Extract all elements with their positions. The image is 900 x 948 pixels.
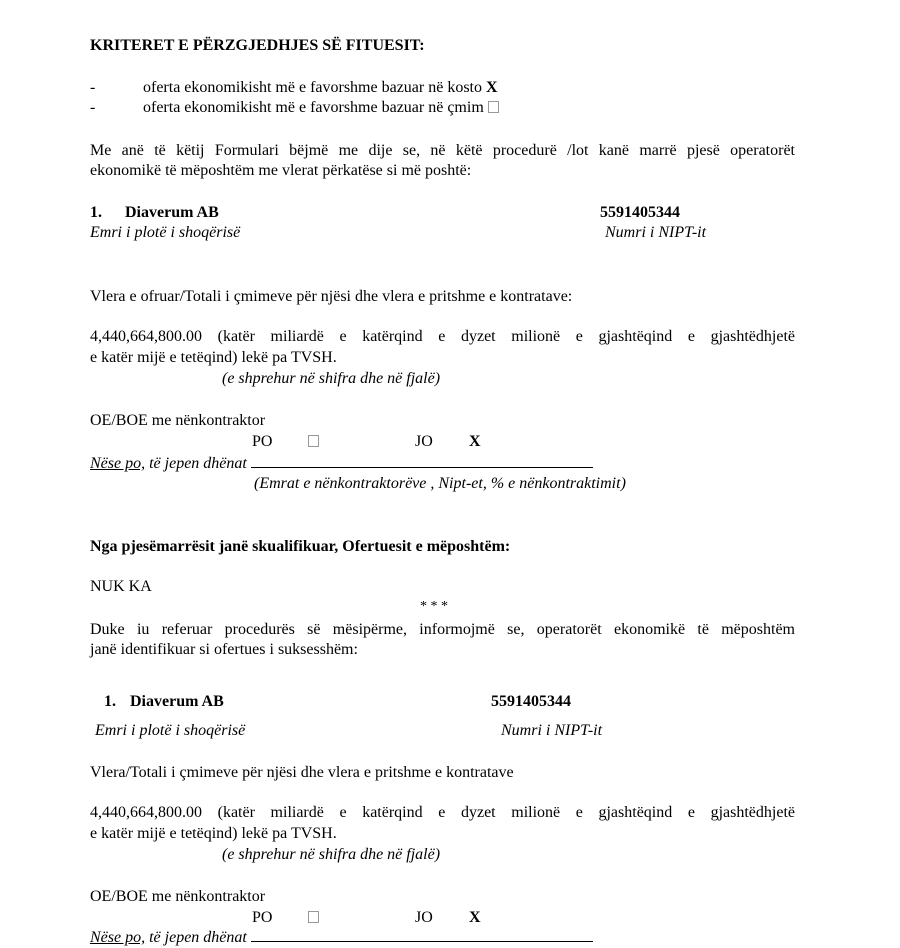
participant-subcontractor-label: OE/BOE me nënkontraktor — [90, 412, 266, 429]
participant-value-line: 4,440,664,800.00 (katër miliardë e katërqind e dyzet milionë e gjashtëqind e gjashtëdhjetë — [90, 328, 795, 345]
participant-po-box — [308, 432, 319, 452]
bullet-dash: - — [90, 99, 96, 116]
fill-in-line — [251, 453, 593, 468]
bullet-dash: - — [90, 79, 96, 96]
participant-value-line: e katër mijë e tetëqind) lekë pa TVSH. — [90, 349, 337, 366]
participant-value-note: (e shprehur në shifra dhe në fjalë) — [222, 370, 441, 387]
winner-intro-line: Duke iu referuar procedurës së mësipërme, informojmë se, operatorët ekonomikë të mëposhtëm — [90, 621, 795, 638]
winner-value-note: (e shprehur në shifra dhe në fjalë) — [222, 846, 441, 863]
criterion-cost-label: oferta ekonomikisht më e favorshme bazuar në kosto — [143, 79, 482, 96]
winner-name: Diaverum AB — [130, 693, 224, 710]
separator-asterisks: * * * — [420, 599, 448, 614]
winner-jo-mark: X — [469, 909, 481, 926]
winner-jo-label: JO — [415, 909, 433, 926]
participant-po-label: PO — [252, 433, 273, 450]
if-yes-rest: të jepen dhënat — [145, 455, 247, 472]
participant-name: Diaverum AB — [125, 204, 219, 221]
criterion-cost — [143, 78, 498, 98]
winner-name-label: Emri i plotë i shoqërisë — [95, 722, 246, 739]
if-yes-rest: të jepen dhënat — [145, 929, 247, 946]
participant-number: 1. — [90, 204, 102, 221]
criterion-price-label: oferta ekonomikisht më e favorshme bazuar në çmim — [143, 99, 484, 116]
winner-po-box — [308, 908, 319, 928]
participant-subcontractor-note: (Emrat e nënkontraktorëve , Nipt-et, % e nënkontraktimit) — [254, 475, 626, 492]
fill-in-line — [251, 927, 593, 942]
winner-value-line: 4,440,664,800.00 (katër miliardë e katërqind e dyzet milionë e gjashtëqind e gjashtëdhjetë — [90, 804, 795, 821]
participant-if-yes — [90, 453, 593, 474]
unchecked-box-icon — [308, 435, 319, 447]
winner-intro-line: janë identifikuar si ofertues i suksesshëm: — [90, 641, 358, 658]
if-yes-underlined: Nëse po, — [90, 929, 146, 946]
winner-number: 1. — [104, 693, 116, 710]
participant-nipt-label: Numri i NIPT-it — [605, 224, 707, 241]
winner-value-heading: Vlera/Totali i çmimeve për njësi dhe vlera e pritshme e kontratave — [90, 764, 514, 781]
winner-nipt: 5591405344 — [491, 693, 571, 710]
unchecked-box-icon — [308, 911, 319, 923]
criterion-cost-checkmark: X — [486, 79, 498, 96]
winner-value-line: e katër mijë e tetëqind) lekë pa TVSH. — [90, 825, 337, 842]
if-yes-underlined: Nëse po, — [90, 455, 146, 472]
unchecked-box-icon — [488, 101, 499, 113]
winner-nipt-label: Numri i NIPT-it — [501, 722, 603, 739]
participant-nipt: 5591405344 — [600, 204, 680, 221]
winner-if-yes — [90, 927, 593, 948]
participant-jo-label: JO — [415, 433, 433, 450]
intro-line: ekonomikë të mëposhtëm me vlerat përkatëse si më poshtë: — [90, 162, 472, 179]
participant-name-label: Emri i plotë i shoqërisë — [90, 224, 241, 241]
intro-line: Me anë të këtij Formulari bëjmë me dije se, në këtë procedurë /lot kanë marrë pjesë operatorët — [90, 142, 795, 159]
criteria-title: KRITERET E PËRZGJEDHJES SË FITUESIT: — [90, 37, 425, 54]
winner-subcontractor-label: OE/BOE me nënkontraktor — [90, 888, 266, 905]
winner-po-label: PO — [252, 909, 273, 926]
disqualified-value: NUK KA — [90, 578, 152, 595]
disqualified-heading: Nga pjesëmarrësit janë skualifikuar, Ofertuesit e mëposhtëm: — [90, 538, 511, 555]
participant-value-heading: Vlera e ofruar/Totali i çmimeve për njësi dhe vlera e pritshme e kontratave: — [90, 288, 573, 305]
criterion-price — [143, 98, 499, 118]
participant-jo-mark: X — [469, 433, 481, 450]
